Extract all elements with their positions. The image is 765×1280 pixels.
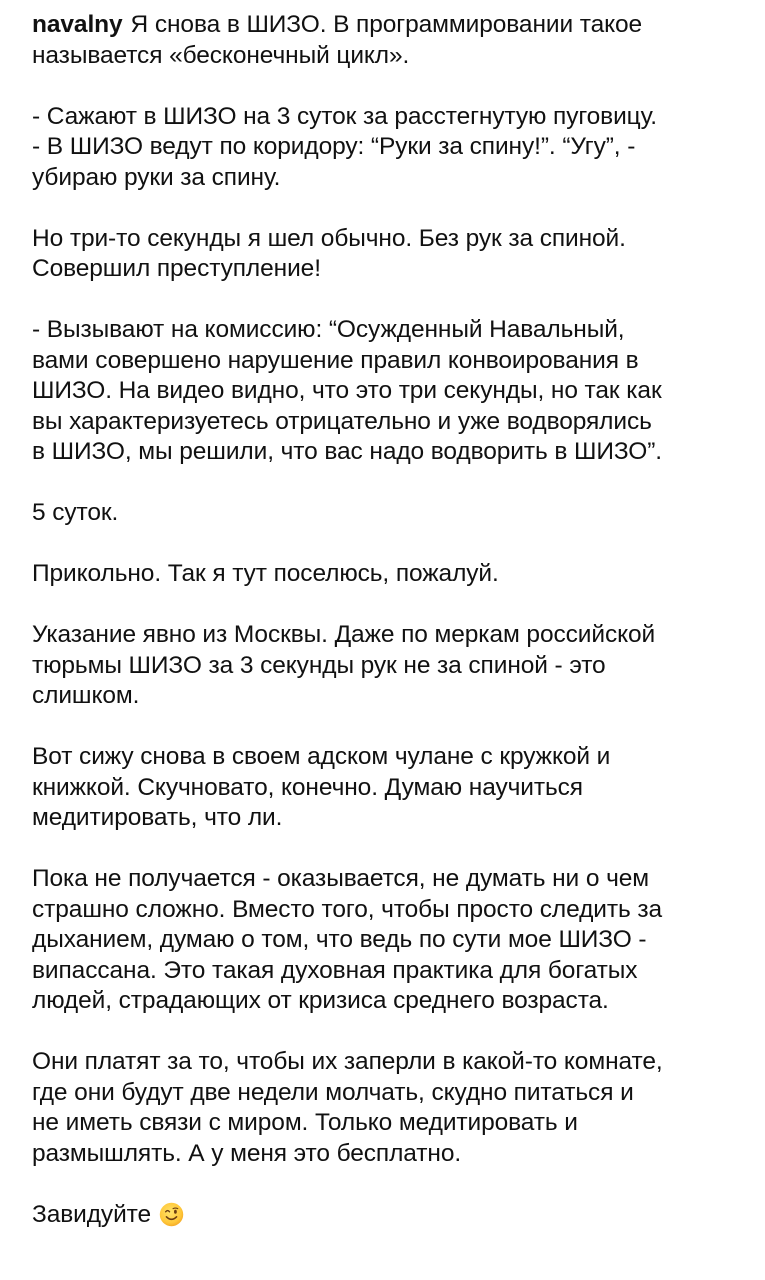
paragraph-2 bbox=[32, 224, 744, 285]
text-line: медитировать, что ли. bbox=[32, 804, 283, 831]
username-link[interactable]: navalny bbox=[32, 11, 123, 38]
text-line: Прикольно. Так я тут поселюсь, пожалуй. bbox=[32, 560, 499, 587]
closing-text: Завидуйте bbox=[32, 1200, 152, 1228]
text-line: - Сажают в ШИЗО на 3 суток за расстегнутую пуговицу. bbox=[32, 102, 658, 130]
text-line: где они будут две недели молчать, скудно питаться и bbox=[32, 1078, 634, 1106]
text-line: Указание явно из Москвы. Даже по меркам российской bbox=[32, 621, 656, 648]
text-line: 5 суток. bbox=[32, 499, 119, 526]
text-line: вами совершено нарушение правил конвоирования в bbox=[32, 346, 639, 374]
text-line: - В ШИЗО ведут по коридору: “Руки за спину!”. “Угу”, - bbox=[32, 133, 636, 160]
paragraph-9 bbox=[32, 1047, 744, 1169]
text-line: Но три-то секунды я шел обычно. Без рук за спиной. bbox=[32, 224, 626, 252]
text-line: не иметь связи с миром. Только медитировать и bbox=[32, 1109, 578, 1136]
text-line: Они платят за то, чтобы их заперли в какой-то комнате, bbox=[32, 1048, 663, 1075]
text-line: размышлять. А у меня это бесплатно. bbox=[32, 1139, 462, 1167]
text-line: людей, страдающих от кризиса среднего возраста. bbox=[32, 987, 609, 1014]
text-line: слишком. bbox=[32, 682, 140, 709]
text-line: Пока не получается - оказывается, не думать ни о чем bbox=[32, 865, 650, 892]
text-line: ШИЗО. На видео видно, что это три секунды, но так как bbox=[32, 377, 662, 404]
text-line: Совершил преступление! bbox=[32, 255, 321, 282]
paragraph-5 bbox=[32, 559, 744, 590]
intro-text: Я снова в ШИЗО. В программировании такое bbox=[130, 11, 643, 38]
paragraph-1 bbox=[32, 102, 744, 194]
paragraph-6 bbox=[32, 620, 744, 712]
text-line: - Вызывают на комиссию: “Осужденный Навальный, bbox=[32, 316, 625, 343]
intro-line bbox=[32, 10, 744, 41]
closing-line bbox=[32, 1200, 744, 1231]
text-line: випассана. Это такая духовная практика для богатых bbox=[32, 956, 638, 984]
paragraph-4 bbox=[32, 498, 744, 529]
text-line: книжкой. Скучновато, конечно. Думаю научиться bbox=[32, 773, 583, 801]
winking-face-icon bbox=[159, 1202, 184, 1227]
post-caption bbox=[32, 10, 744, 1261]
text-line: Вот сижу снова в своем адском чулане с кружкой и bbox=[32, 743, 611, 770]
text-line: вы характеризуетесь отрицательно и уже водворялись bbox=[32, 407, 652, 435]
text-line: тюрьмы ШИЗО за 3 секунды рук не за спиной - это bbox=[32, 651, 606, 679]
intro-line: называется «бесконечный цикл». bbox=[32, 41, 410, 69]
closing-paragraph bbox=[32, 1200, 744, 1231]
paragraph-7 bbox=[32, 742, 744, 834]
text-line: в ШИЗО, мы решили, что вас надо водворить в ШИЗО”. bbox=[32, 438, 663, 465]
text-line: убираю руки за спину. bbox=[32, 163, 281, 191]
paragraph-3 bbox=[32, 315, 744, 468]
paragraph-8 bbox=[32, 864, 744, 1017]
intro-paragraph bbox=[32, 10, 744, 71]
text-line: дыханием, думаю о том, что ведь по сути мое ШИЗО - bbox=[32, 926, 647, 953]
text-line: страшно сложно. Вместо того, чтобы просто следить за bbox=[32, 895, 663, 923]
